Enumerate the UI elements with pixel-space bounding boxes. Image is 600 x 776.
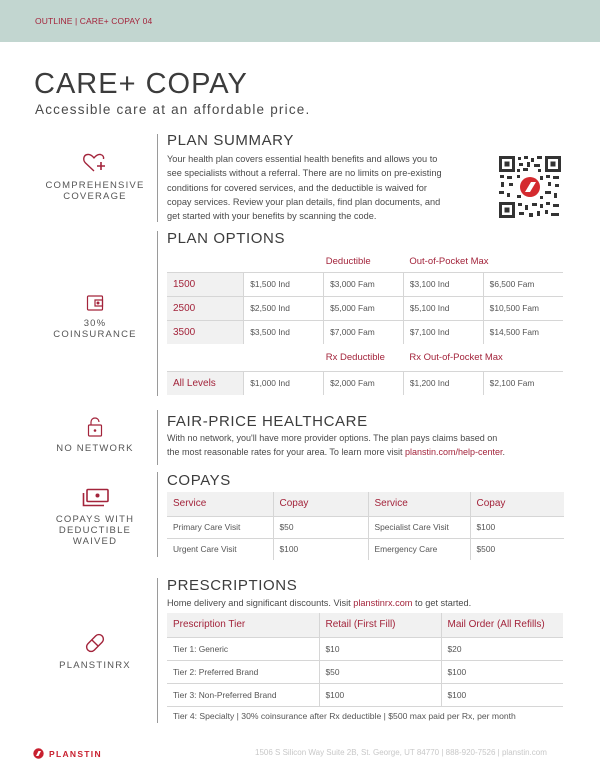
fair-price-text: With no network, you'll have more provider options. The plan pays claims based on the most reasonable rates for your area. To learn more visit planstin.com/help-center. [167, 433, 506, 458]
table-row: 2500 $2,500 Ind $5,000 Fam $5,100 Ind $10,500 Fam [167, 296, 563, 320]
side-label: COVERAGE [63, 191, 127, 202]
side-label: COPAYS WITH [55, 514, 135, 525]
page-title: CARE+ COPAY [34, 68, 248, 100]
divider [157, 578, 158, 723]
divider [157, 231, 158, 396]
wallet-icon [86, 294, 104, 312]
page-subtitle: Accessible care at an affordable price. [35, 102, 311, 117]
side-label: COINSURANCE [53, 329, 137, 340]
header-bar [0, 0, 600, 42]
plan-options-table [167, 251, 563, 395]
table-row: All Levels $1,000 Ind $2,000 Fam $1,200 Ind $2,100 Fam [167, 371, 563, 395]
table-row: 3500 $3,500 Ind $7,000 Fam $7,100 Ind $14,500 Fam [167, 320, 563, 344]
header-deductible: Deductible [325, 255, 371, 267]
comprehensive-coverage-badge [30, 152, 160, 202]
side-label: 30% [83, 318, 107, 329]
side-label: WAIVED [72, 536, 118, 547]
unlocked-padlock-icon [87, 417, 103, 437]
breadcrumb: OUTLINE | CARE+ COPAY 04 [35, 16, 153, 26]
coinsurance-badge [30, 294, 160, 340]
copays-badge [30, 488, 160, 547]
plan-summary-text: Your health plan covers essential health benefits and allows you to see specialists without a referral. There are no limits on pre-existing conditions for covered services, and the deductible is waived for copay services. Review your plan details, find plan documents, and get started with your benefits by scanning the code. [167, 154, 442, 222]
section-title-prescriptions: PRESCRIPTIONS [167, 577, 298, 594]
side-label: NO NETWORK [56, 443, 134, 454]
header-rx-deductible: Rx Deductible [325, 351, 385, 363]
table-row: Tier 1: Generic $10 $20 [167, 637, 563, 660]
help-center-link[interactable]: planstin.com/help-center [404, 447, 503, 458]
header-oop: Out-of-Pocket Max [409, 255, 489, 267]
side-label: DEDUCTIBLE [58, 525, 132, 536]
section-title-plan-options: PLAN OPTIONS [167, 230, 286, 247]
side-label: PLANSTINRX [59, 660, 131, 671]
table-row: Tier 3: Non-Preferred Brand $100 $100 [167, 683, 563, 706]
no-network-badge [30, 417, 160, 454]
table-row: Urgent Care Visit $100 Emergency Care $500 [167, 538, 564, 560]
divider [157, 134, 158, 222]
section-title-copays: COPAYS [167, 472, 231, 489]
section-title-fair-price: FAIR-PRICE HEALTHCARE [167, 413, 368, 430]
table-row: Tier 2: Preferred Brand $50 $100 [167, 660, 563, 683]
section-title-plan-summary: PLAN SUMMARY [167, 132, 294, 149]
copays-table: Service Copay Service Copay Primary Care Visit $50 Specialist Care Visit $100 Urgent Care Visit $100 Emergency Care $500 [167, 492, 564, 560]
prescriptions-table: Prescription Tier Retail (First Fill) Mail Order (All Refills) Tier 1: Generic $10 $20 Tier 2: Preferred Brand $50 $100 Tier 3: Non-Preferred Brand $100 $100 Tier 4: Specialty | 30% coinsurance after Rx deductible | $500 max paid per Rx, per month [167, 613, 563, 726]
table-row: Primary Care Visit $50 Specialist Care Visit $100 [167, 516, 564, 538]
prescriptions-intro: Home delivery and significant discounts. Visit planstinrx.com to get started. [167, 598, 472, 608]
divider [157, 410, 158, 465]
tier4-note-row: Tier 4: Specialty | 30% coinsurance after Rx deductible | $500 max paid per Rx, per month [173, 711, 516, 722]
table-row: 1500 $1,500 Ind $3,000 Fam $3,100 Ind $6,500 Fam [167, 272, 563, 296]
qr-code-icon[interactable] [498, 155, 562, 219]
side-label: COMPREHENSIVE [45, 180, 145, 191]
footer-logo [33, 748, 102, 759]
heart-plus-icon [82, 152, 108, 174]
header-rx-oop: Rx Out-of-Pocket Max [409, 351, 503, 363]
pill-capsule-icon [84, 632, 106, 654]
planstinrx-badge [30, 632, 160, 671]
planstin-logo-icon [33, 748, 44, 759]
planstinrx-link[interactable]: planstinrx.com [353, 598, 413, 608]
brand-name: PLANSTIN [49, 748, 102, 759]
footer-address: 1506 S Silicon Way Suite 2B, St. George, UT 84770 | 888-920-7526 | planstin.com [255, 748, 547, 757]
divider [157, 472, 158, 557]
money-bills-icon [80, 488, 110, 508]
